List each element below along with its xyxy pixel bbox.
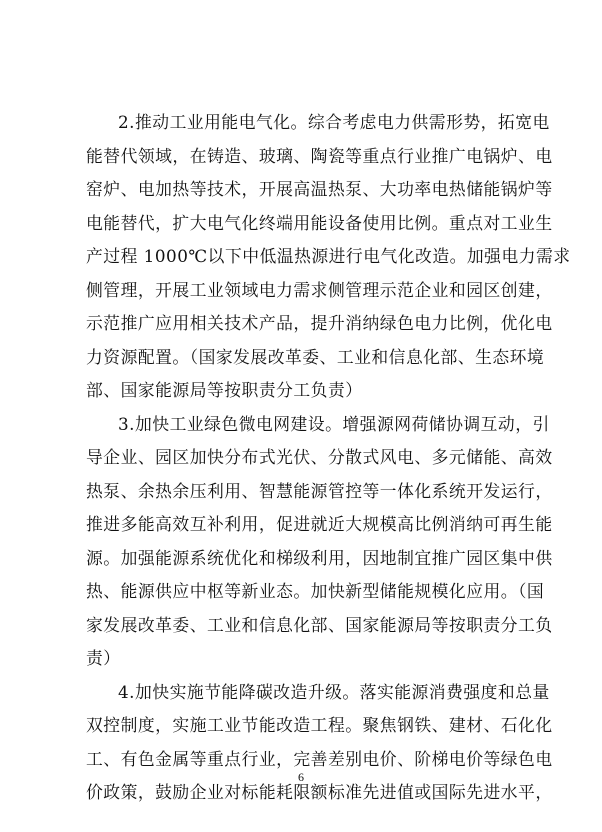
paragraph-line: 热泵、余热余压利用、智慧能源管控等一体化系统开发运行， [86, 480, 553, 501]
paragraph-line: 2.推动工业用能电气化。综合考虑电力供需形势，拓宽电 [118, 112, 550, 132]
paragraph-line: 力资源配置。（国家发展改革委、工业和信息化部、生态环境 [86, 346, 545, 367]
paragraph-line: 推进多能高效互补利用，促进就近大规模高比例消纳可再生能 [86, 514, 553, 534]
paragraph-line: 热、能源供应中枢等新业态。加快新型储能规模化应用。（国 [86, 581, 545, 601]
document-body [86, 106, 571, 810]
paragraph-line: 示范推广应用相关技术产品，提升消纳绿色电力比例，优化电 [86, 313, 553, 333]
page-number: 6 [298, 770, 304, 784]
paragraph-line: 工、有色金属等重点行业，完善差别电价、阶梯电价等绿色电 [86, 748, 553, 769]
paragraph-line: 部、国家能源局等按职责分工负责） [86, 380, 363, 400]
paragraph-line: 侧管理，开展工业领域电力需求侧管理示范企业和园区创建， [86, 279, 553, 300]
paragraph-line: 家发展改革委、工业和信息化部、国家能源局等按职责分工负 [86, 614, 553, 635]
paragraph-line: 电能替代，扩大电气化终端用能设备使用比例。重点对工业生 [86, 212, 553, 233]
paragraph-line: 价政策，鼓励企业对标能耗限额标准先进值或国际先进水平， [86, 782, 553, 802]
paragraph-line: 窑炉、电加热等技术，开展高温热泵、大功率电热储能锅炉等 [86, 179, 553, 199]
paragraph-line: 导企业、园区加快分布式光伏、分散式风电、多元储能、高效 [86, 447, 553, 467]
paragraph-line: 产过程 1000℃以下中低温热源进行电气化改造。加强电力需求 [86, 246, 571, 266]
paragraph-line: 4.加快实施节能降碳改造升级。落实能源消费强度和总量 [118, 681, 550, 702]
paragraph-line: 双控制度，实施工业节能改造工程。聚焦钢铁、建材、石化化 [86, 715, 553, 735]
paragraph-line: 3.加快工业绿色微电网建设。增强源网荷储协调互动，引 [118, 413, 550, 434]
paragraph-line: 责） [86, 648, 121, 668]
paragraph-line: 能替代领域，在铸造、玻璃、陶瓷等重点行业推广电锅炉、电 [86, 145, 553, 166]
paragraph-line: 源。加强能源系统优化和梯级利用，因地制宜推广园区集中供 [86, 547, 553, 568]
